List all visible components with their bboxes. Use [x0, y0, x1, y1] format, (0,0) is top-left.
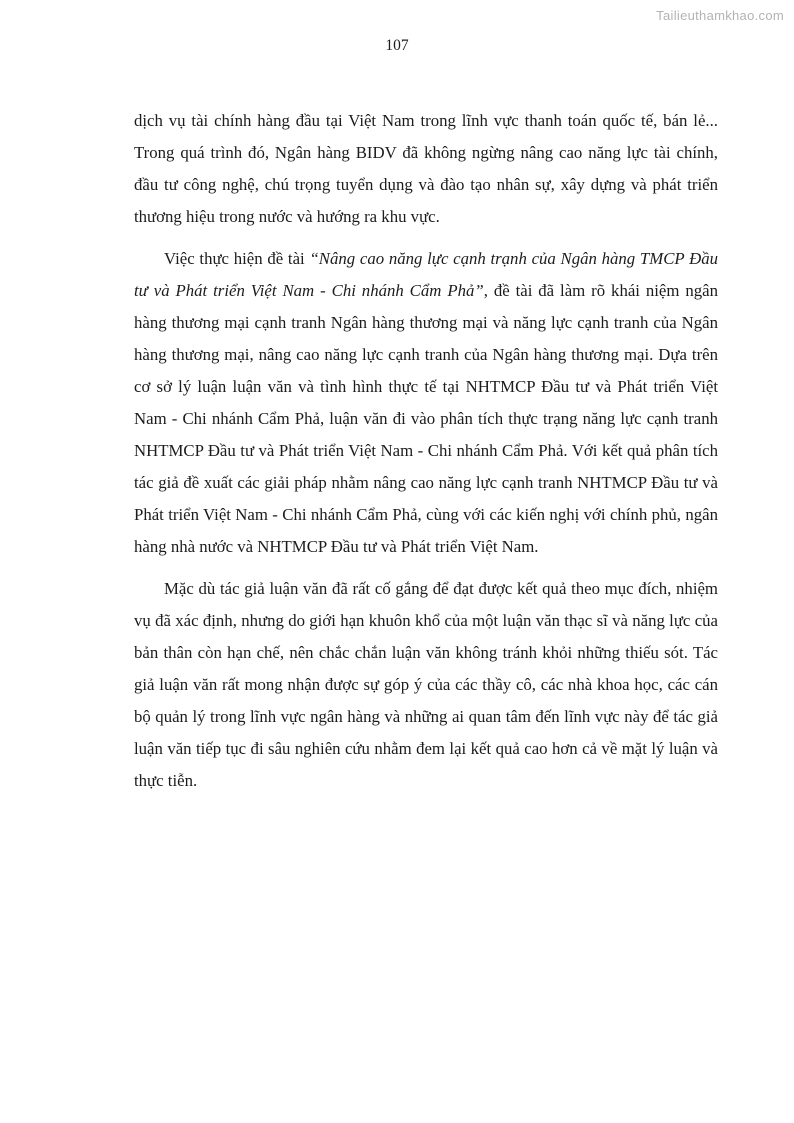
document-body [134, 105, 718, 797]
paragraph-text: Việc thực hiện đề tài [164, 249, 310, 268]
paragraph-closing [134, 573, 718, 797]
paragraph-text: Mặc dù tác giả luận văn đã rất cố gắng để đạt được kết quả theo mục đích, nhiệm vụ đã xác định, nhưng do giới hạn khuôn khổ của một luận văn thạc sĩ và năng lực của bản thân còn hạn chế, nên chắc chắn luận văn không tránh khỏi những thiếu sót. Tác giả luận văn rất mong nhận được sự góp ý của các thầy cô, các nhà khoa học, các cán bộ quản lý trong lĩnh vực ngân hàng và những ai quan tâm đến lĩnh vực này để tác giả luận văn tiếp tục đi sâu nghiên cứu nhằm đem lại kết quả cao hơn cả về mặt lý luận và thực tiễn. [134, 579, 718, 790]
paragraph-continued [134, 105, 718, 233]
paragraph-text: dịch vụ tài chính hàng đầu tại Việt Nam trong lĩnh vực thanh toán quốc tế, bán lẻ... Trong quá trình đó, Ngân hàng BIDV đã không ngừng nâng cao năng lực tài chính, đầu tư công nghệ, chú trọng tuyển dụng và đào tạo nhân sự, xây dựng và phát triển thương hiệu trong nước và hướng ra khu vực. [134, 111, 718, 226]
paragraph-text: , đề tài đã làm rõ khái niệm ngân hàng thương mại cạnh tranh Ngân hàng thương mại và năng lực cạnh tranh của Ngân hàng thương mại, nâng cao năng lực cạnh tranh của Ngân hàng thương mại. Dựa trên cơ sở lý luận luận văn và tình hình thực tế tại NHTMCP Đầu tư và Phát triển Việt Nam - Chi nhánh Cẩm Phả, luận văn đi vào phân tích thực trạng năng lực cạnh tranh NHTMCP Đầu tư và Phát triển Việt Nam - Chi nhánh Cẩm Phả. Với kết quả phân tích tác giả đề xuất các giải pháp nhằm nâng cao năng lực cạnh tranh NHTMCP Đầu tư và Phát triển Việt Nam - Chi nhánh Cẩm Phả, cùng với các kiến nghị với chính phủ, ngân hàng nhà nước và NHTMCP Đầu tư và Phát triển Việt Nam. [134, 281, 718, 556]
thesis-title-quote: “Nâng cao năng lực cạnh trạnh của Ngân hàng TMCP Đầu tư và Phát triển Việt Nam - Chi nhánh Cẩm Phả” [134, 249, 719, 300]
paragraph-thesis-summary [134, 243, 718, 563]
watermark-text: Tailieuthamkhao.com [656, 8, 784, 23]
page-number: 107 [385, 37, 409, 54]
